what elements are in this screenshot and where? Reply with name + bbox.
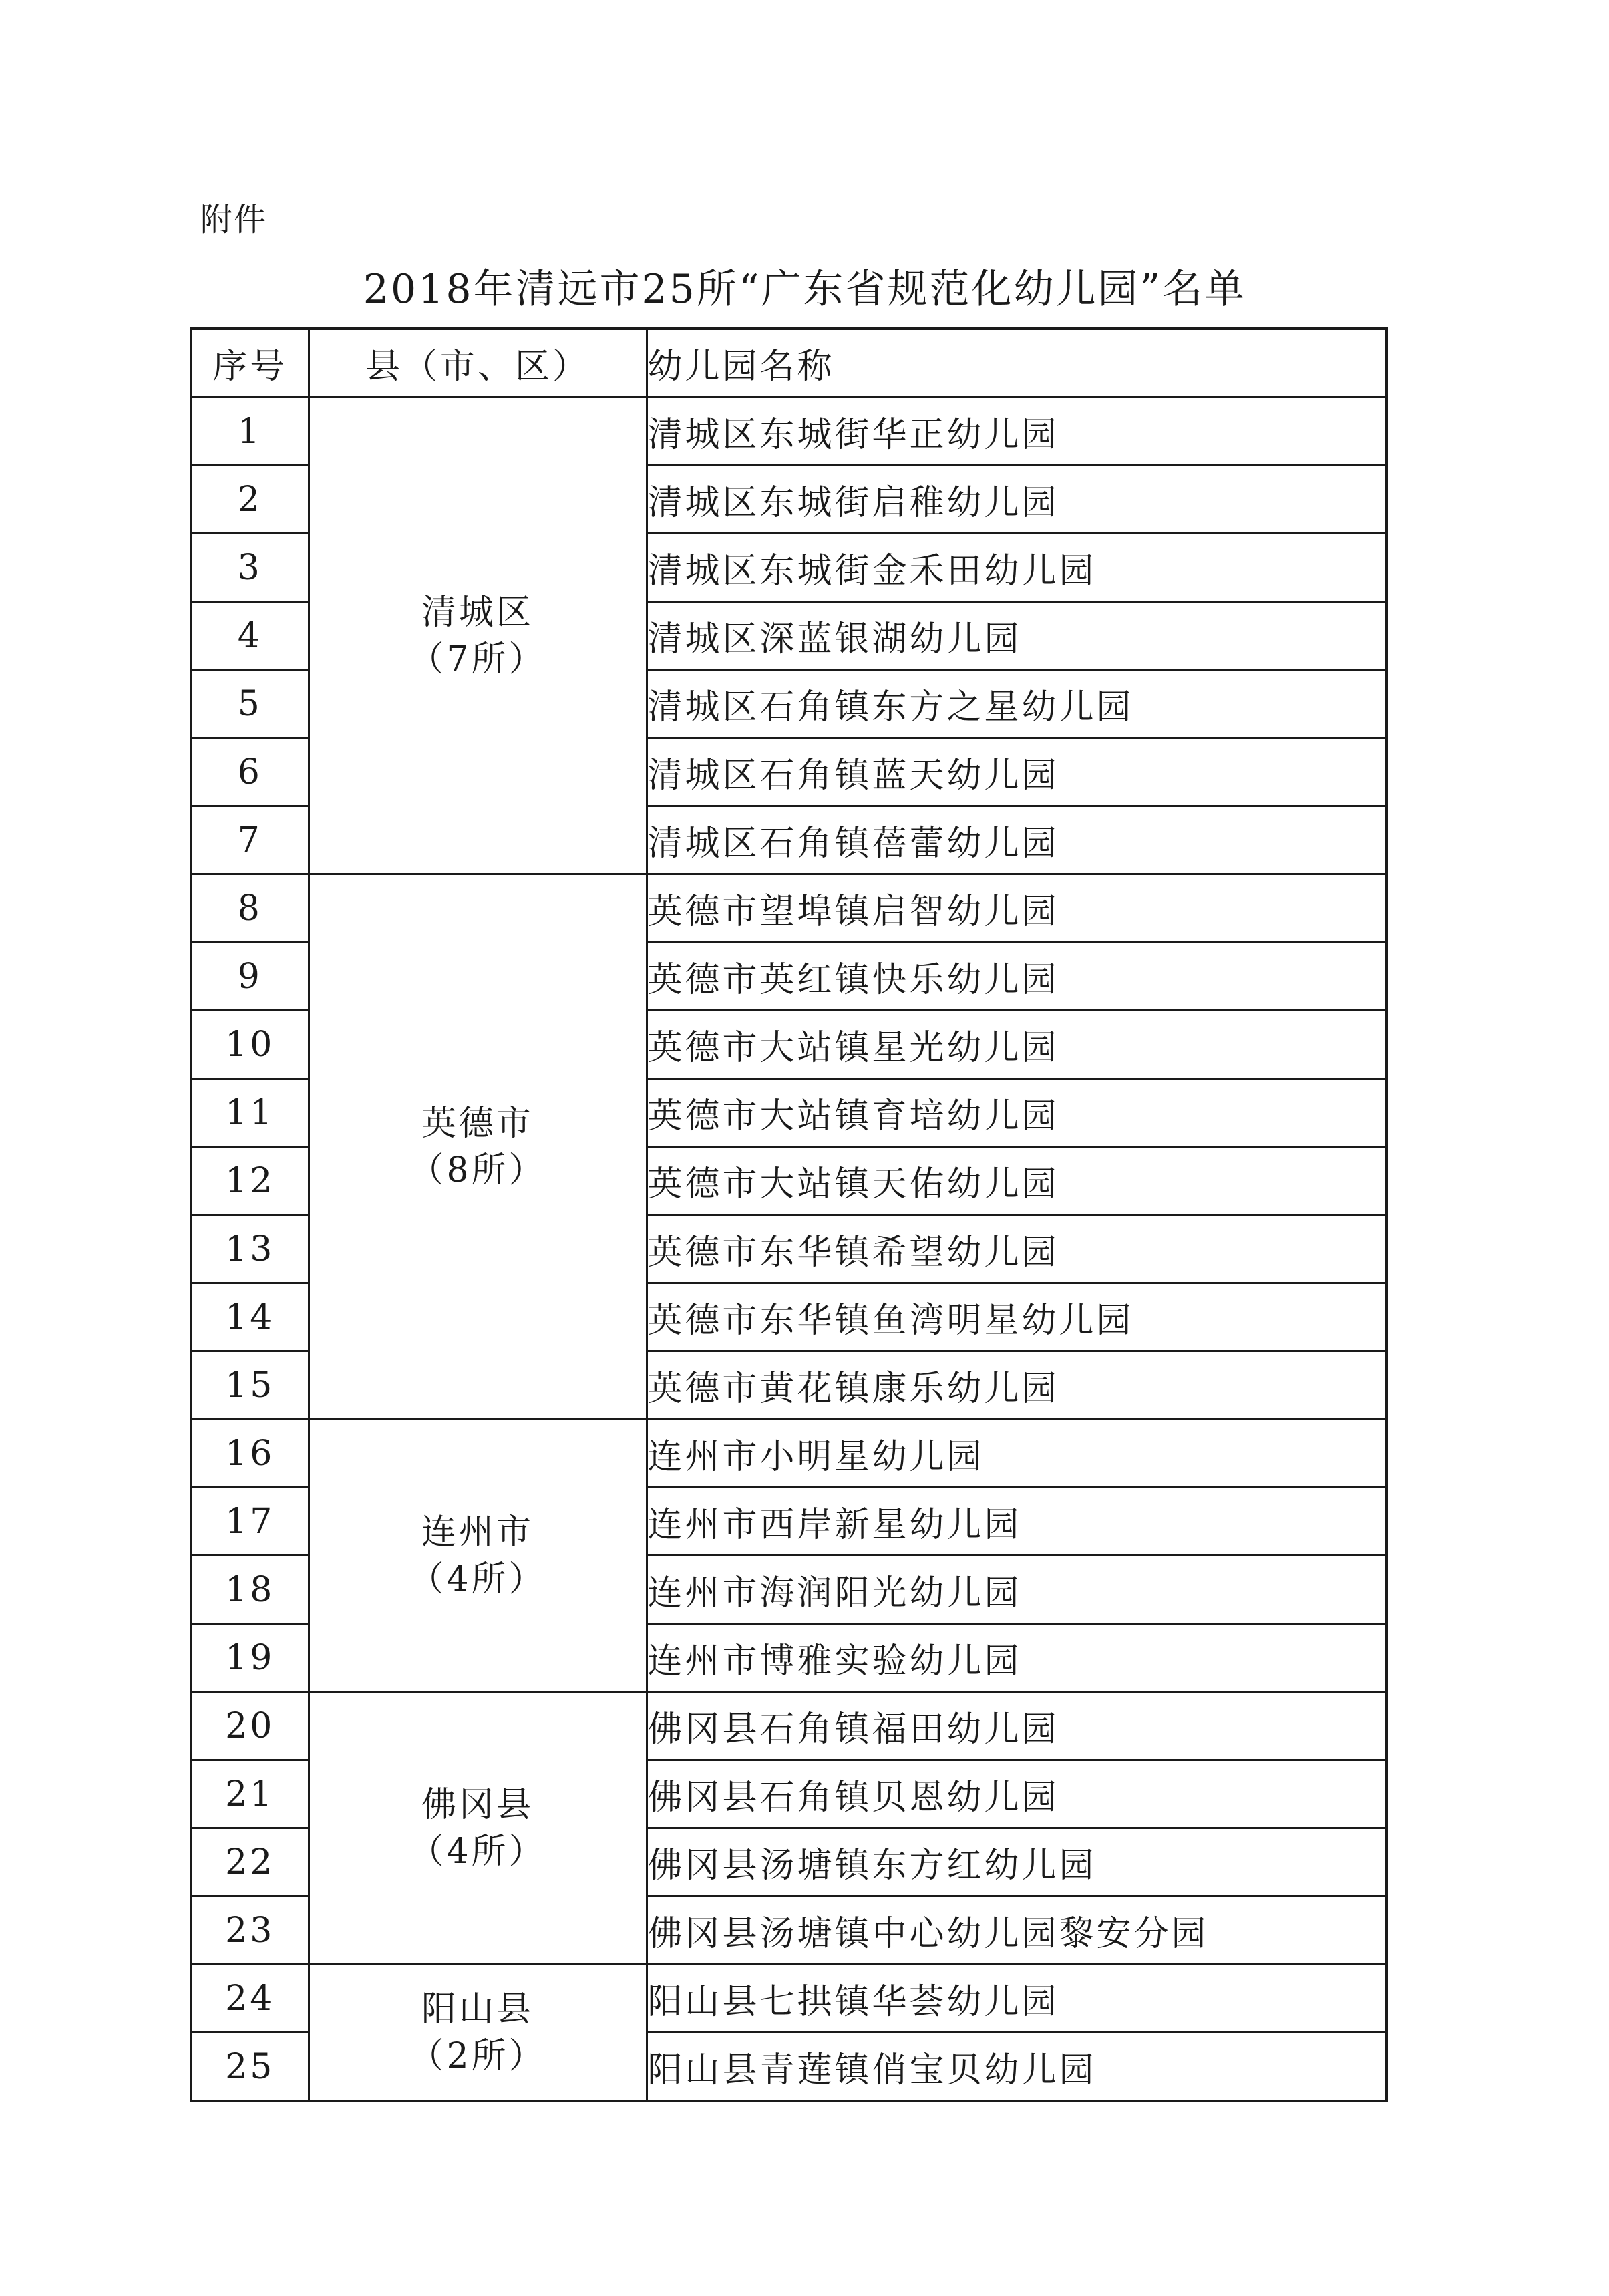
kindergarten-name: 连州市博雅实验幼儿园 [647,1624,1387,1692]
row-seq: 14 [191,1283,309,1351]
header-name: 幼儿园名称 [647,329,1387,397]
row-seq: 8 [191,874,309,943]
row-seq: 15 [191,1351,309,1420]
row-seq: 10 [191,1011,309,1079]
kindergarten-name: 英德市东华镇鱼湾明星幼儿园 [647,1283,1387,1351]
county-name: 清城区 [421,592,534,633]
kindergarten-name: 英德市望埠镇启智幼儿园 [647,874,1387,943]
county-name: 佛冈县 [421,1784,534,1825]
row-seq: 6 [191,738,309,806]
county-cell [309,397,647,874]
table-body [191,397,1387,2102]
county-count: （4所） [409,1559,546,1599]
row-seq: 22 [191,1828,309,1897]
county-count: （7所） [409,639,546,679]
row-seq: 2 [191,466,309,534]
kindergarten-name: 清城区石角镇蓓蕾幼儿园 [647,806,1387,874]
row-seq: 13 [191,1215,309,1283]
row-seq: 7 [191,806,309,874]
kindergarten-table [190,327,1388,2102]
county-cell [309,874,647,1420]
table-header-row [191,329,1387,397]
row-seq: 12 [191,1147,309,1215]
header-county: 县（市、区） [309,329,647,397]
county-count: （8所） [409,1150,546,1190]
county-cell [309,1965,647,2102]
row-seq: 20 [191,1692,309,1760]
row-seq: 11 [191,1079,309,1147]
attachment-label: 附件 [200,201,268,238]
kindergarten-name: 英德市大站镇育培幼儿园 [647,1079,1387,1147]
county-count: （2所） [409,2035,546,2076]
kindergarten-name: 清城区东城街启稚幼儿园 [647,466,1387,534]
kindergarten-name: 英德市英红镇快乐幼儿园 [647,943,1387,1011]
row-seq: 16 [191,1420,309,1488]
county-cell [309,1420,647,1692]
row-seq: 24 [191,1965,309,2033]
row-seq: 23 [191,1897,309,1965]
kindergarten-name: 连州市小明星幼儿园 [647,1420,1387,1488]
row-seq: 5 [191,670,309,738]
row-seq: 18 [191,1556,309,1624]
county-cell [309,1692,647,1965]
kindergarten-name: 清城区石角镇东方之星幼儿园 [647,670,1387,738]
kindergarten-name: 英德市大站镇星光幼儿园 [647,1011,1387,1079]
row-seq: 19 [191,1624,309,1692]
kindergarten-name: 清城区东城街金禾田幼儿园 [647,534,1387,602]
kindergarten-name: 清城区深蓝银湖幼儿园 [647,602,1387,670]
row-seq: 4 [191,602,309,670]
kindergarten-name: 佛冈县汤塘镇东方红幼儿园 [647,1828,1387,1897]
kindergarten-name: 连州市西岸新星幼儿园 [647,1488,1387,1556]
kindergarten-name: 英德市大站镇天佑幼儿园 [647,1147,1387,1215]
kindergarten-name: 清城区石角镇蓝天幼儿园 [647,738,1387,806]
kindergarten-name: 英德市东华镇希望幼儿园 [647,1215,1387,1283]
row-seq: 3 [191,534,309,602]
table-row [191,1420,1387,1488]
row-seq: 1 [191,397,309,466]
kindergarten-name: 佛冈县汤塘镇中心幼儿园黎安分园 [647,1897,1387,1965]
kindergarten-name: 连州市海润阳光幼儿园 [647,1556,1387,1624]
table-row [191,1965,1387,2033]
kindergarten-name: 清城区东城街华正幼儿园 [647,397,1387,466]
kindergarten-name: 阳山县七拱镇华荟幼儿园 [647,1965,1387,2033]
row-seq: 17 [191,1488,309,1556]
kindergarten-name: 佛冈县石角镇贝恩幼儿园 [647,1760,1387,1828]
row-seq: 25 [191,2033,309,2102]
county-name: 连州市 [421,1512,534,1552]
kindergarten-name: 阳山县青莲镇俏宝贝幼儿园 [647,2033,1387,2102]
kindergarten-name: 佛冈县石角镇福田幼儿园 [647,1692,1387,1760]
county-name: 阳山县 [421,1989,534,2029]
header-seq: 序号 [191,329,309,397]
table-row [191,397,1387,466]
kindergarten-name: 英德市黄花镇康乐幼儿园 [647,1351,1387,1420]
row-seq: 9 [191,943,309,1011]
table-row [191,874,1387,943]
county-name: 英德市 [421,1103,534,1144]
document-title: 2018年清远市25所“广东省规范化幼儿园”名单 [363,266,1247,313]
county-count: （4所） [409,1831,546,1872]
table-row [191,1692,1387,1760]
row-seq: 21 [191,1760,309,1828]
